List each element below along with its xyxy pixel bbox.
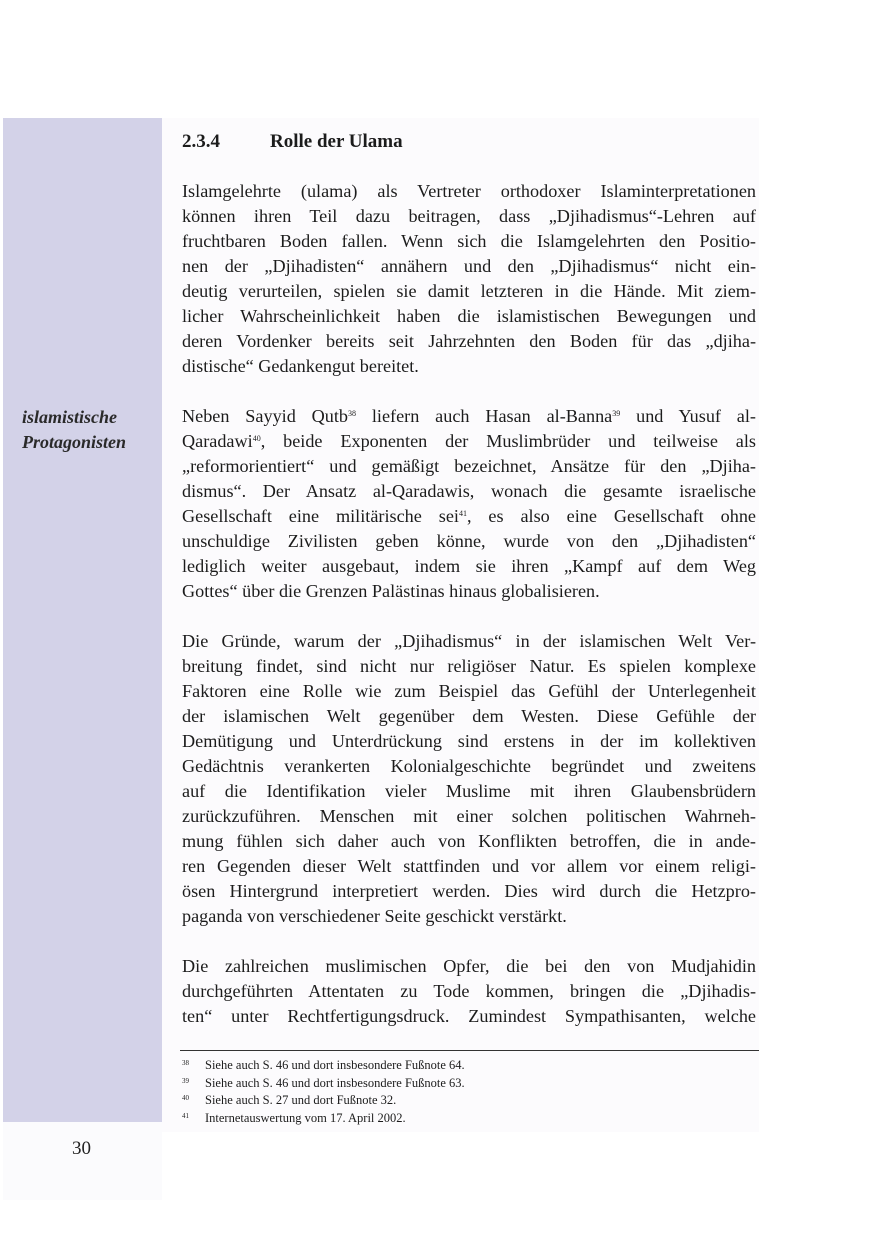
text-line	[182, 429, 756, 454]
footnote-number: 38	[182, 1059, 189, 1067]
margin-note	[22, 405, 157, 455]
footnote-number: 40	[182, 1094, 189, 1102]
margin-note-line: islamistische	[22, 407, 118, 427]
text-run: Gesellschaft eine militärische sei	[182, 506, 459, 526]
text-run: , beide Exponenten der Muslimbrüder und teilweise als	[260, 431, 756, 451]
footnote-text: Siehe auch S. 46 und dort insbesondere Fußnote 64.	[205, 1058, 465, 1072]
text-line	[182, 404, 756, 429]
footnote	[182, 1075, 756, 1093]
text-line: Gedächtnis verankerten Kolonialgeschichte begründet und zweitens	[182, 756, 756, 776]
footnote	[182, 1110, 756, 1128]
text-line: Gottes“ über die Grenzen Palästinas hinaus globalisieren.	[182, 581, 600, 601]
footnote-ref[interactable]: 41	[458, 509, 467, 518]
paragraph-1	[182, 179, 756, 379]
paragraph-4	[182, 954, 756, 1029]
text-line: auf die Identifikation vieler Muslime mit ihren Glaubensbrüdern	[182, 781, 756, 801]
text-run: Qaradawi	[182, 431, 253, 451]
text-line: lediglich weiter ausgebaut, indem sie ihren „Kampf auf dem Weg	[182, 556, 756, 576]
text-line: ten“ unter Rechtfertigungsdruck. Zumindest Sympathisanten, welche	[182, 1006, 756, 1026]
text-line: unschuldige Zivilisten geben könne, wurde von den „Djihadisten“	[182, 531, 756, 551]
footnote-ref[interactable]: 39	[612, 409, 621, 418]
text-run: liefern auch Hasan al-Banna	[356, 406, 613, 426]
text-line	[182, 504, 756, 529]
text-line: licher Wahrscheinlichkeit haben die islamistischen Bewegungen und	[182, 306, 756, 326]
footnotes	[182, 1057, 756, 1127]
sidebar-footer-area	[3, 1122, 162, 1200]
text-line: distische“ Gedankengut bereitet.	[182, 356, 419, 376]
text-line: ösen Hintergrund interpretiert werden. Dies wird durch die Hetzpro-	[182, 881, 756, 901]
text-line: können ihren Teil dazu beitragen, dass „Djihadismus“-Lehren auf	[182, 206, 756, 226]
text-line: der islamischen Welt gegenüber dem Westen. Diese Gefühle der	[182, 706, 756, 726]
footnote-ref[interactable]: 40	[252, 434, 261, 443]
section-title: Rolle der Ulama	[270, 131, 403, 152]
text-run: und Yusuf al-	[620, 406, 756, 426]
footnote-number: 39	[182, 1076, 189, 1085]
text-line: Islamgelehrte (ulama) als Vertreter orthodoxer Islaminterpretationen	[182, 181, 756, 201]
footnote-text: Siehe auch S. 27 und dort Fußnote 32.	[205, 1093, 397, 1107]
section-number: 2.3.4	[182, 131, 220, 152]
footnote-number: 41	[182, 1111, 189, 1120]
margin-note-line: Protagonisten	[22, 432, 127, 452]
text-line: ren Gegenden dieser Welt stattfinden und vor allem vor einem religi-	[182, 856, 756, 876]
text-line: mung fühlen sich daher auch von Konflikten betroffen, die in ande-	[182, 831, 756, 851]
footnote-divider	[180, 1050, 759, 1051]
text-run: , es also eine Gesellschaft ohne	[466, 506, 756, 526]
paragraph-3	[182, 629, 756, 929]
margin-sidebar	[3, 118, 162, 1122]
footnote-ref[interactable]: 38	[348, 409, 357, 418]
text-line: dismus“. Der Ansatz al-Qaradawis, wonach die gesamte israelische	[182, 481, 756, 501]
footnote	[182, 1092, 756, 1110]
text-run: Neben Sayyid Qutb	[182, 406, 349, 426]
page-content	[182, 129, 756, 1054]
text-line: durchgeführten Attentaten zu Tode kommen, bringen die „Djihadis-	[182, 981, 756, 1001]
section-heading	[182, 129, 756, 155]
footnote	[182, 1057, 756, 1075]
text-line: „reformorientiert“ und gemäßigt bezeichnet, Ansätze für den „Djiha-	[182, 456, 756, 476]
text-line: fruchtbaren Boden fallen. Wenn sich die Islamgelehrten den Positio-	[182, 231, 756, 251]
text-line: Die zahlreichen muslimischen Opfer, die bei den von Mudjahidin	[182, 956, 756, 976]
text-line: deutig verurteilen, spielen sie damit letzteren in die Hände. Mit ziem-	[182, 281, 756, 301]
footnote-text: Siehe auch S. 46 und dort insbesondere Fußnote 63.	[205, 1075, 465, 1090]
paragraph-2	[182, 404, 756, 604]
text-line: breitung findet, sind nicht nur religiöser Natur. Es spielen komplexe	[182, 656, 756, 676]
text-line: paganda von verschiedener Seite geschickt verstärkt.	[182, 906, 567, 926]
text-line: deren Vordenker bereits seit Jahrzehnten den Boden für das „djiha-	[182, 331, 756, 351]
text-line: Demütigung und Unterdrückung sind erstens in der im kollektiven	[182, 731, 756, 751]
text-line: nen der „Djihadisten“ annähern und den „Djihadismus“ nicht ein-	[182, 256, 756, 276]
page-number: 30	[72, 1138, 91, 1159]
text-line: Die Gründe, warum der „Djihadismus“ in der islamischen Welt Ver-	[182, 631, 756, 651]
text-line: Faktoren eine Rolle wie zum Beispiel das Gefühl der Unterlegenheit	[182, 681, 756, 701]
text-line: zurückzuführen. Menschen mit einer solchen politischen Wahrneh-	[182, 806, 756, 826]
footnote-text: Internetauswertung vom 17. April 2002.	[205, 1110, 406, 1125]
